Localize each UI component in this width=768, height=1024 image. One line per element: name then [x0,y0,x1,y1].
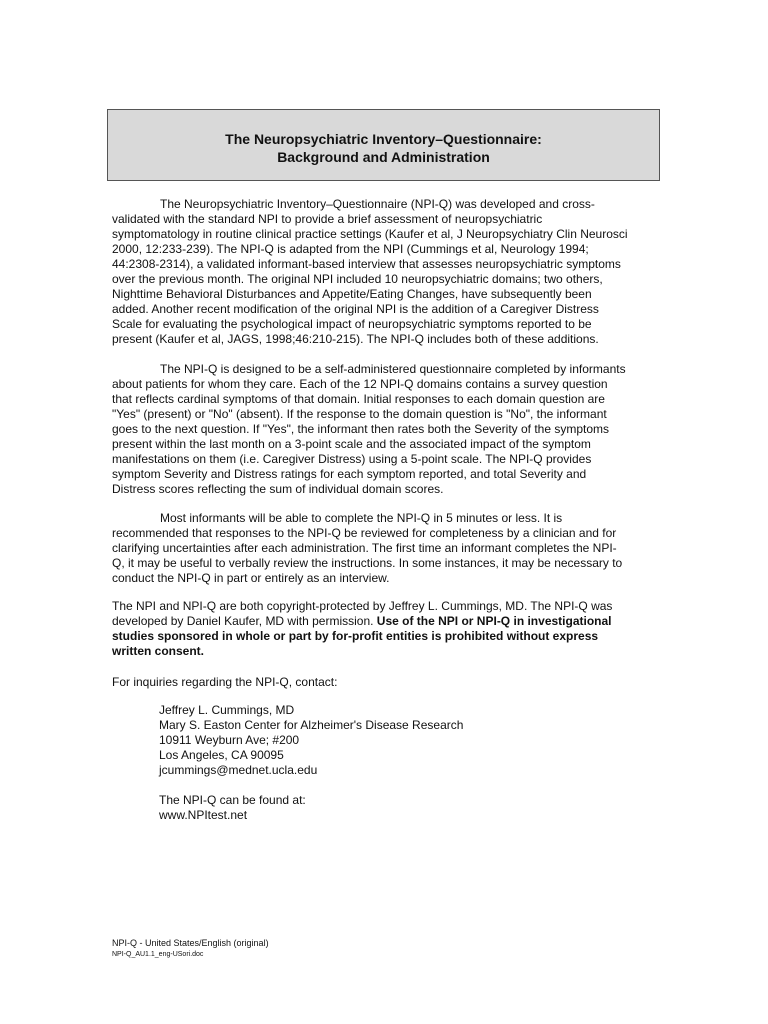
footer-version: NPI-Q - United States/English (original) [112,938,269,948]
website-url: www.NPItest.net [159,808,248,822]
paragraph-completion [112,511,652,586]
usage-restriction: Use of the NPI or NPI-Q in investigational studies sponsored in whole or part by for-profit entities is prohibited without express written consent. [112,614,612,658]
title-box [107,109,660,181]
inquiries-text: For inquiries regarding the NPI-Q, contact: [112,675,338,689]
document-subtitle: Background and Administration [277,149,490,165]
contact-address-block [159,703,463,778]
paragraph-background [112,197,652,347]
contact-email: jcummings@mednet.ucla.edu [159,763,318,777]
paragraph-inquiries [112,675,652,690]
document-title: The Neuropsychiatric Inventory–Questionnaire: [225,131,542,147]
paragraph-text: The NPI-Q is designed to be a self-administered questionnaire completed by informants about patients for whom they care. Each of the 12 NPI-Q domains contains a survey question that reflects cardinal symptoms of that domain. Initial responses to each domain question are "Yes" (present) or "No" (absent). If the response to the domain question is "No", the informant goes to the next question. If "Yes", the informant then rates both the Severity of the symptoms present within the last month on a 3-point scale and the associated impact of the symptom manifestations on them (i.e. Caregiver Distress) using a 5-point scale. The NPI-Q provides symptom Severity and Distress ratings for each symptom reported, and total Severity and Distress scores reflecting the sum of individual domain scores. [112,362,626,496]
website-label: The NPI-Q can be found at: [159,793,306,807]
copyright-statement: The NPI and NPI-Q are both copyright-protected by Jeffrey L. Cummings, MD. The NPI-Q was developed by Daniel Kaufer, MD with permission. [112,599,613,628]
paragraph-text: Most informants will be able to complete the NPI-Q in 5 minutes or less. It is recommended that responses to the NPI-Q be reviewed for completeness by a clinician and for clarifying uncertainties after each administration. The first time an informant completes the NPI- Q, it may be useful to verbally review the instructions. In some instances, it may be necessary to conduct the NPI-Q in part or entirely as an interview. [112,511,623,585]
paragraph-copyright [112,599,652,659]
contact-city: Los Angeles, CA 90095 [159,748,284,762]
copyright-text [112,599,652,659]
contact-name: Jeffrey L. Cummings, MD [159,703,295,717]
website-block [159,793,306,823]
paragraph-administration [112,362,652,497]
contact-street: 10911 Weyburn Ave; #200 [159,733,300,747]
footer-filename: NPI-Q_AU1.1_eng-USori.doc [112,951,204,958]
contact-organization: Mary S. Easton Center for Alzheimer's Disease Research [159,718,464,732]
paragraph-text: The Neuropsychiatric Inventory–Questionnaire (NPI-Q) was developed and cross- validated with the standard NPI to provide a brief assessment of neuropsychiatric symptomatology in routine clinical practice settings (Kaufer et al, J Neuropsychiatry Clin Neurosci 2000, 12:233-239). The NPI-Q is adapted from the NPI (Cummings et al, Neurology 1994; 44:2308-2314), a validated informant-based interview that assesses neuropsychiatric symptoms over the previous month. The original NPI included 10 neuropsychiatric domains; two others, Nighttime Behavioral Disturbances and Appetite/Eating Changes, have subsequently been added. Another recent modification of the original NPI is the addition of a Caregiver Distress Scale for evaluating the psychological impact of neuropsychiatric symptoms reported to be present (Kaufer et al, JAGS, 1998;46:210-215). The NPI-Q includes both of these additions. [112,197,628,346]
